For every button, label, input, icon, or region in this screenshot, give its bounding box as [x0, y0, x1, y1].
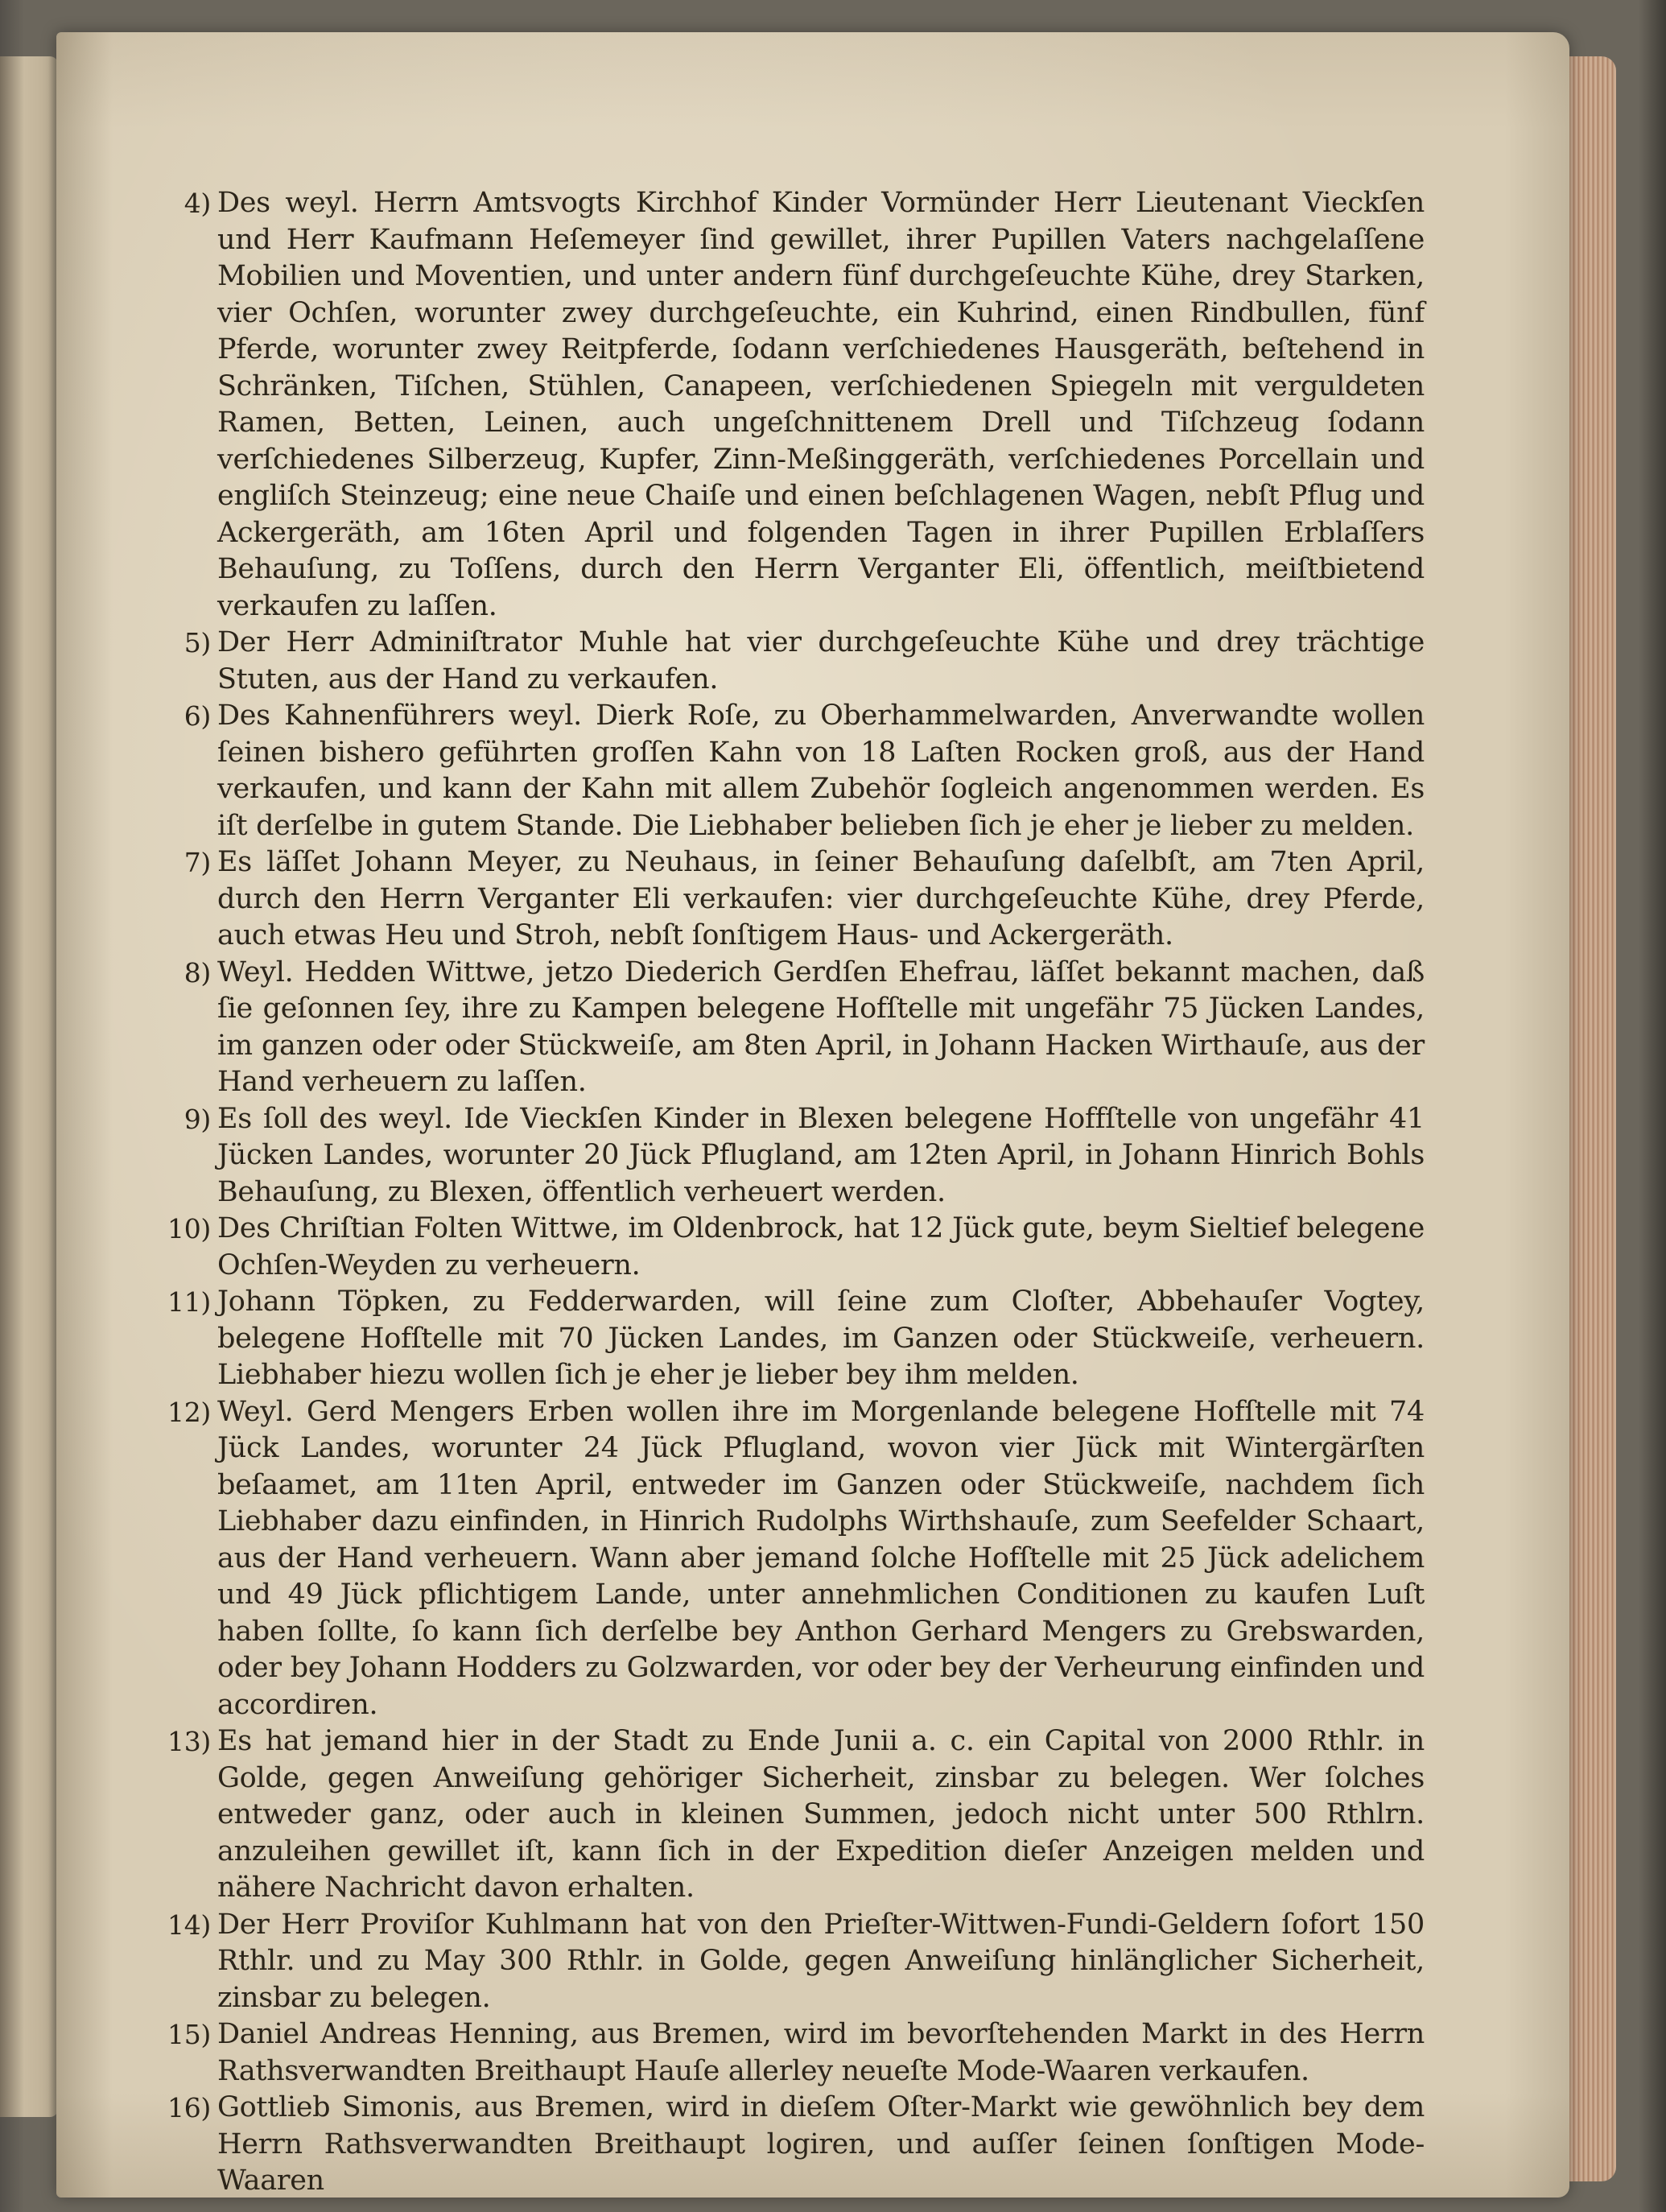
entry-text: Des Kahnenführers weyl. Dierk Roſe, zu Oberhammelwarden, Anverwandte wollen ſeinen bishero geführten groſſen Kahn von 18 Laſten Rocken groß, aus der Hand verkaufen, und kann der Kahn mit allem Zubehör ſogleich angenommen werden. Es iſt derſelbe in gutem Stande. Die Liebhaber belieben ſich je eher je lieber zu melden.: [217, 700, 1425, 842]
entry-text: Johann Töpken, zu Fedderwarden, will ſeine zum Cloſter, Abbehauſer Vogtey, belegene Hofſtelle mit 70 Jücken Landes, im Ganzen oder Stückweiſe, verheuern. Liebhaber hiezu wollen ſich je eher je lieber bey ihm melden.: [217, 1286, 1425, 1391]
entry-number: 7): [184, 847, 211, 878]
entry-number: 13): [167, 1726, 211, 1757]
left-page-edge: [0, 56, 58, 2117]
entry-text: Es hat jemand hier in der Stadt zu Ende Junii a. c. ein Capital von 2000 Rthlr. in Golde, gegen Anweiſung gehöriger Sicherheit, zinsbar zu belegen. Wer ſolches entweder ganz, oder auch in kleinen Summen, jedoch nicht unter 500 Rthlrn. anzuleihen gewillet iſt, kann ſich in der Expedition dieſer Anzeigen melden und nähere Nachricht davon erhalten.: [217, 1725, 1425, 1904]
entry-number: 11): [167, 1286, 211, 1318]
entry-16: [161, 2090, 1425, 2200]
entry-text: Des Chriſtian Folten Wittwe, im Oldenbrock, hat 12 Jück gute, beym Sieltief belegene Ochſen-Weyden zu verheuern.: [217, 1212, 1425, 1281]
entry-8: [161, 955, 1425, 1101]
entry-number: 6): [184, 700, 211, 732]
entry-number: 4): [184, 188, 211, 219]
entry-text: Weyl. Gerd Mengers Erben wollen ihre im Morgenlande belegene Hofſtelle mit 74 Jück Landes, worunter 24 Jück Pflugland, wovon vier Jück mit Wintergärſten beſaamet, am 11ten April, entweder im Ganzen oder Stückweiſe, nachdem ſich Liebhaber dazu einfinden, in Hinrich Rudolphs Wirthshauſe, zum Seefelder Schaart, aus der Hand verheuern. Wann aber jemand ſolche Hofſtelle mit 25 Jück adelichem und 49 Jück pflichtigem Lande, unter annehmlichen Conditionen zu kaufen Luſt haben ſollte, ſo kann ſich derſelbe bey Anthon Gerhard Mengers zu Grebswarden, oder bey Johann Hodders zu Golzwarden, vor oder bey der Verheurung einfinden und accordiren.: [217, 1395, 1425, 1721]
entry-text: Weyl. Hedden Wittwe, jetzo Diederich Gerdſen Ehefrau, läſſet bekannt machen, daß ſie geſonnen ſey, ihre zu Kampen belegene Hofſtelle mit ungefähr 75 Jücken Landes, im ganzen oder oder Stückweiſe, am 8ten April, in Johann Hacken Wirthauſe, aus der Hand verheuern zu laſſen.: [217, 955, 1425, 1098]
entry-number: 10): [167, 1213, 211, 1244]
entry-15: [161, 2016, 1425, 2090]
entry-text: Des weyl. Herrn Amtsvogts Kirchhof Kinder Vormünder Herr Lieutenant Vieckſen und Herr Kaufmann Heſemeyer ſind gewillet, ihrer Pupillen Vaters nachgelaſſene Mobilien und Moventien, und unter andern fünf durchgeſeuchte Kühe, drey Starken, vier Ochſen, worunter zwey durchgeſeuchte, ein Kuhrind, einen Rindbullen, fünf Pferde, worunter zwey Reitpferde, ſodann verſchiedenes Hausgeräth, beſtehend in Schränken, Tiſchen, Stühlen, Canapeen, verſchiedenen Spiegeln mit verguldeten Ramen, Betten, Leinen, auch ungeſchnittenem Drell und Tiſchzeug ſodann verſchiedenes Silberzeug, Kupfer, Zinn-Meßinggeräth, verſchiedenes Porcellain und engliſch Steinzeug; eine neue Chaiſe und einen beſchlagenen Wagen, nebſt Pflug und Ackergeräth, am 16ten April und folgenden Tagen in ihrer Pupillen Erblaſſers Behauſung, zu Toſſens, durch den Herrn Verganter Eli, öffentlich, meiſtbietend verkaufen zu laſſen.: [217, 187, 1425, 622]
entry-11: [161, 1284, 1425, 1394]
entry-number: 5): [184, 627, 211, 658]
page-sheet: [56, 32, 1569, 2198]
entry-number: 16): [167, 2092, 211, 2123]
entry-number: 9): [184, 1103, 211, 1135]
entry-12: [161, 1394, 1425, 1724]
entry-13: [161, 1723, 1425, 1907]
entry-10: [161, 1211, 1425, 1284]
entry-text: Daniel Andreas Henning, aus Bremen, wird im bevorſtehenden Markt in des Herrn Rathsverwandten Breithaupt Hauſe allerley neueſte Mode-Waaren verkaufen.: [217, 2018, 1425, 2087]
entry-number: 15): [167, 2019, 211, 2050]
entry-number: 12): [167, 1396, 211, 1428]
entry-number: 14): [167, 1909, 211, 1941]
entry-text: Der Herr Adminiſtrator Muhle hat vier durchgeſeuchte Kühe und drey trächtige Stuten, aus der Hand zu verkaufen.: [217, 626, 1425, 695]
entry-9: [161, 1101, 1425, 1211]
entry-text: Der Herr Proviſor Kuhlmann hat von den Prieſter-Wittwen-Fundi-Geldern ſofort 150 Rthlr. und zu May 300 Rthlr. in Golde, gegen Anweiſung hinlänglicher Sicherheit, zinsbar zu belegen.: [217, 1908, 1425, 2014]
entry-number: 8): [184, 956, 211, 988]
entry-text: Gottlieb Simonis, aus Bremen, wird in dieſem Oſter-Markt wie gewöhnlich bey dem Herrn Rathsverwandten Breithaupt logiren, und auſſer ſeinen ſonſtigen Mode-Waaren: [217, 2091, 1425, 2197]
entry-4: [161, 185, 1425, 625]
text-block: [161, 185, 1425, 2200]
entry-text: Es läſſet Johann Meyer, zu Neuhaus, in ſeiner Behauſung daſelbſt, am 7ten April, durch den Herrn Verganter Eli verkaufen: vier durchgeſeuchte Kühe, drey Pferde, auch etwas Heu und Stroh, nebſt ſonſtigem Haus- und Ackergeräth.: [217, 846, 1425, 951]
entry-6: [161, 698, 1425, 844]
entry-14: [161, 1907, 1425, 2017]
entry-5: [161, 625, 1425, 698]
entry-text: Es ſoll des weyl. Ide Vieckſen Kinder in Blexen belegene Hoffſtelle von ungefähr 41 Jücken Landes, worunter 20 Jück Pflugland, am 12ten April, in Johann Hinrich Bohls Behauſung, zu Blexen, öffentlich verheuert werden.: [217, 1102, 1425, 1208]
entry-7: [161, 844, 1425, 955]
